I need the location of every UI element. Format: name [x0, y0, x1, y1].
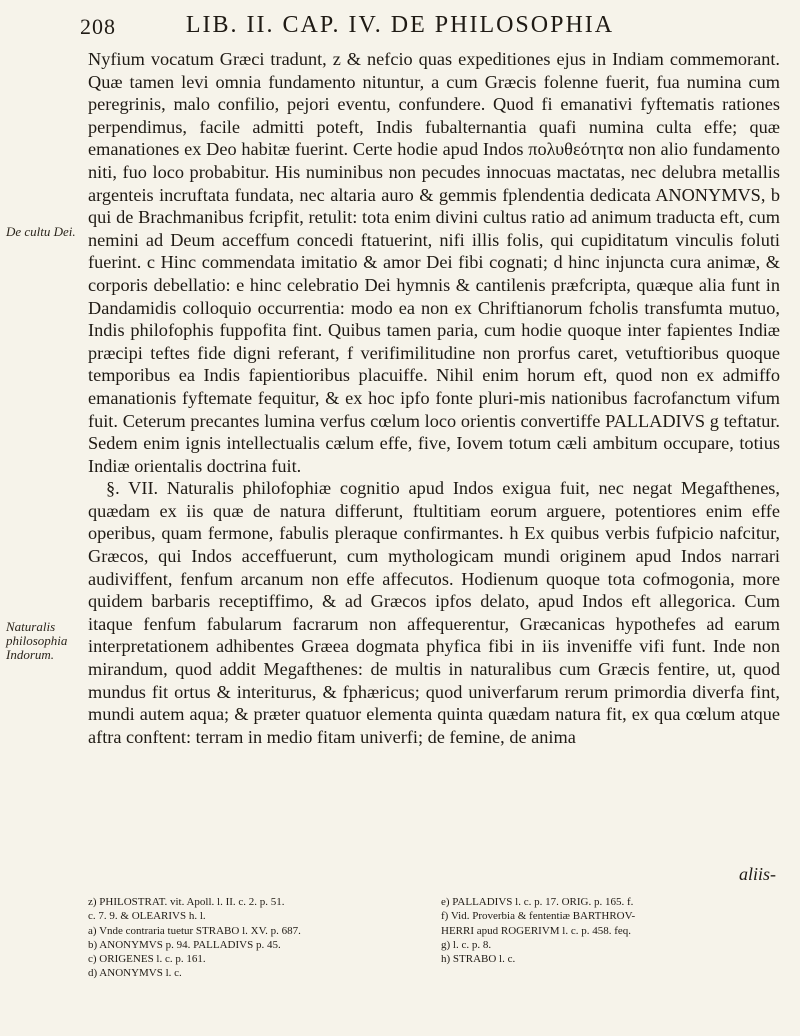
footnote: f) Vid. Proverbia & fententiæ BARTHROV- [441, 910, 636, 923]
catchword: aliis- [738, 864, 776, 884]
page-header [30, 10, 770, 40]
running-head: LIB. II. CAP. IV. DE PHILOSOPHIA [185, 12, 615, 38]
footnote: h) STRABO l. c. [441, 953, 516, 966]
paragraph-1: Nyfium vocatum Græci tradunt, z & nefcio quas expeditiones ejus in Indiam commemorant. Quæ tamen levi omnia fundamento nituntur, a cum Græcis folenne fuerit, fua numina cum peregrinis, malo confilio, pejori eventu, confundere. Quod fi emanativi fyftematis rationes perpendimus, facile admitti poteft, Indis fubalternantia quafi numina culta effe; quæ emanationes ex Deo habitæ fuerint. Certe hodie apud Indos πολυθεότητα non alio fundamento niti, fuo loco probabitur. His numinibus non pecudes innocuas mactatas, nec delubra metallis argenteis incruftata fundata, nec altaria auro & gemmis fplendentia dedicata ANONYMVS, b qui de Brachmanibus fcripfit, retulit: tota enim divini cultus ratio ad animum traducta eft, cum nemini ad Deum acceffum concedi ftatuerint, nifi illis folis, qui cupiditatum vinculis foluti fuerint. c Hinc commendata imitatio & amor Dei fibi cognati; d hinc injuncta cura animæ, & corporis debellatio: e hinc celebratio Dei hymnis & cantilenis præfcripta, quæque alia funt in Dandamidis colloquio occurrentia: modo ea non ex Chriftianorum fcholis transfumta mutuo, Indis philofophis fuppofita fint. Quibus tamen paria, cum hodie quoque inter fapientes Indiæ præcipi teftes fide digni referant, f verifimilitudine non prorfus caret, vetuftioribus quoque temporibus ea Indis fapientioribus placuiffe. Nihil enim horum eft, quod non ex admiffo emanationis fyftemate fequitur, & ex hoc ipfo fonte pluri-mis nationibus facrofanctum vifum fuit. Ceterum precantes lumina verfus cœlum loco orientis convertiffe PALLADIVS g teftatur. Sedem enim ignis intellectualis cælum effe, five, Iovem totum cæli ambitum occupare, totius Indiæ orientalis doctrina fuit. [88, 49, 780, 476]
footnote: z) PHILOSTRAT. vit. Apoll. l. II. c. 2. p. 51. [88, 896, 285, 908]
footnote: a) Vnde contraria tuetur STRABO l. XV. p. 687. [88, 924, 301, 937]
margin-note-naturalis-philosophia: Naturalis philosophia Indorum. [6, 619, 68, 662]
footnote: c) ORIGENES l. c. p. 161. [88, 953, 206, 966]
footnote: g) l. c. p. 8. [441, 938, 492, 951]
footnotes [88, 895, 780, 981]
footnote: HERRI apud ROGERIVM l. c. p. 458. feq. [441, 924, 632, 937]
footnote: b) ANONYMVS p. 94. PALLADIVS p. 45. [88, 938, 281, 951]
footnotes-right-column [441, 895, 780, 981]
margin-note-cultu-dei: De cultu Dei. [6, 224, 76, 239]
footnote: d) ANONYMVS l. c. [88, 967, 182, 980]
paragraph-2: §. VII. Naturalis philofophiæ cognitio apud Indos exigua fuit, nec negat Megafthenes, quædam ex iis quæ de natura differunt, ftultitiam eorum arguere, potentiores enim effe operibus, quam fermone, fabulis pleraque confirmantes. h Ex quibus verbis fufpicio nafcitur, Græcos, qui Indos acceffuerunt, cum mythologicam mundi originem apud Indos narrari audiviffent, fenfum arcanum non effe affecutos. Hodienum quoque tota cofmogonia, more quidem barbaris receptiffimo, & ad Græcos ipfos delato, apud Indos eft allegorica. Cum itaque fenfum fabularum facrarum non affequerentur, Græcanicas hypothefes ad earum interpretationem adhibentes Græea dogmata phyfica fibi in iis inveniffe vifi funt. Inde non mirandum, quod addit Megafthenes: de multis in naturalibus cum Græcis fentire, ut, quod mundus fit ortus & interiturus, & fphæricus; quod univerfarum rerum primordia diverfa fint, mundi autem aqua; & præter quatuor elementa quinta quædam natura fit, ex qua cœlum atque aftra conftent: terram in medio fitam univerfi; de femine, de anima [88, 478, 780, 747]
main-text [88, 48, 780, 748]
footnote: e) PALLADIVS l. c. p. 17. ORIG. p. 165. f. [441, 896, 634, 908]
page-number: 208 [80, 14, 116, 39]
footnotes-left-column [88, 895, 427, 981]
footnote: c. 7. 9. & OLEARIVS h. l. [88, 910, 206, 923]
